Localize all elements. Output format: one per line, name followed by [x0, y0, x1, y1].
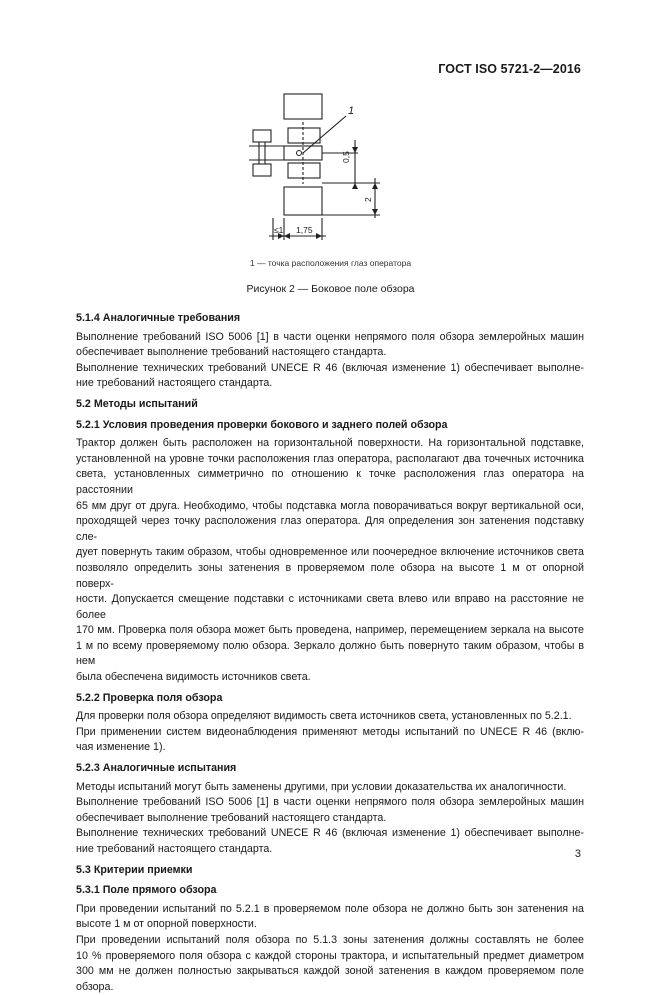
paragraph: [76, 436, 584, 686]
text-line: проходящей через точку расположения глаз оператора. Для определения зон затенения подставку сле-: [76, 515, 584, 543]
text-line: Выполнение требований ISO 5006 [1] в части оценки непрямого поля обзора землеройных машин: [76, 330, 584, 343]
text-line: Выполнение технических требований UNECE R 46 (включая изменение 1) обеспечивает выполне-: [76, 827, 584, 840]
dim-top-label: 0,5: [341, 151, 351, 163]
document-body: [76, 306, 584, 995]
paragraph: [76, 330, 584, 361]
text-line: света, установленных симметрично по отношению к точке расположения глаз оператора на расстоянии: [76, 468, 584, 496]
text-line: ние требований настоящего стандарта.: [76, 843, 273, 855]
text-line: Выполнение требований ISO 5006 [1] в части оценки непрямого поля обзора землеройных машин: [76, 796, 584, 809]
section-heading: 5.1.4 Аналогичные требования: [76, 312, 241, 324]
text-line: 300 мм не должен полностью закрываться каждой зоной затенения в каждом проверяемом поле обзора.: [76, 965, 584, 993]
dim-bottom-left-label: ≤1: [274, 225, 284, 235]
figure-legend: 1 — точка расположения глаз оператора: [249, 258, 412, 268]
paragraph: [76, 826, 584, 857]
text-line: дует повернуть таким образом, чтобы одновременное или поочередное включение источников света: [76, 546, 584, 559]
text-line: При проведении испытаний поля обзора по 5.1.3 зоны затенения должны составлять не более: [76, 933, 584, 946]
text-line: Выполнение технических требований UNECE R 46 (включая изменение 1) обеспечивает выполне-: [76, 361, 584, 374]
text-line: обеспечивает выполнение требований настоящего стандарта.: [76, 346, 387, 359]
document-header: ГОСТ ISO 5721-2—2016: [438, 62, 581, 76]
text-line: 65 мм друг от друга. Необходимо, чтобы подставка могла поворачиваться вокруг вертикальной оси,: [76, 499, 584, 512]
callout-label: 1: [348, 105, 355, 117]
middle-bottom-rect: [288, 163, 320, 178]
paragraph: [76, 902, 584, 933]
text-line: 1 м по всему проверяемому полю обзора. Зеркало должно быть повернуто таким образом, чтобы в нем: [76, 639, 584, 668]
text-line: ности. Допускается смещение подставки с источниками света влево или вправо на расстояние не более: [76, 593, 584, 621]
paragraph: [76, 780, 584, 796]
paragraph: [76, 933, 584, 995]
text-line: была обеспечена видимость источников света.: [76, 671, 311, 684]
paragraph: [76, 725, 584, 756]
text-line: ние требований настоящего стандарта.: [76, 377, 273, 390]
side-view-diagram: [240, 90, 390, 250]
text-line: Для проверки поля обзора определяют видимость света источников света, установленных по 5.2.1.: [76, 710, 572, 723]
text-line: 170 мм. Проверка поля обзора может быть проведена, например, перемещением зеркала на высоте: [76, 624, 584, 637]
text-line: чая изменение 1).: [76, 741, 166, 754]
text-line: высоте 1 м от опорной поверхности.: [76, 918, 257, 931]
eye-point-marker: [297, 151, 302, 156]
left-top-square: [253, 130, 271, 142]
side-view-figure: [240, 90, 390, 250]
paragraph: [76, 709, 584, 725]
text-line: При применении систем видеонаблюдения применяют методы испытаний по UNECE R 46 (вклю-: [76, 725, 584, 738]
section-heading: 5.2.2 Проверка поля обзора: [76, 691, 223, 704]
paragraph: [76, 795, 584, 826]
section-heading: 5.3.1 Поле прямого обзора: [76, 884, 217, 897]
bottom-zone-rect: [284, 187, 322, 215]
section-heading: 5.2 Методы испытаний: [76, 397, 198, 410]
text-line: позволяло определить зоны затенения в проверяемом поле обзора на высоте 1 м от опорной поверх-: [76, 561, 584, 590]
text-line: 10 % проверяемого поля обзора с каждой стороны трактора, и испытательный предмет диаметром: [76, 949, 584, 962]
top-zone-rect: [284, 94, 322, 119]
section-heading: 5.2.3 Аналогичные испытания: [76, 762, 237, 775]
section-heading: 5.2.1 Условия проведения проверки бокового и заднего полей обзора: [76, 418, 448, 431]
figure-caption: Рисунок 2 — Боковое поле обзора: [246, 283, 415, 295]
text-line: Методы испытаний могут быть заменены другими, при условии доказательства их аналогичности.: [76, 780, 567, 793]
dim-bottom-right-label: 1,75: [296, 225, 313, 235]
paragraph: [76, 361, 584, 392]
page-number: 3: [574, 848, 581, 860]
text-line: установленной на уровне точки расположения глаз оператора, располагают два точечных источника: [76, 452, 584, 465]
text-line: При проведении испытаний по 5.2.1 в проверяемом поле обзора не должно быть зон затенения на: [76, 902, 584, 915]
section-heading: 5.3 Критерии приемки: [76, 863, 193, 876]
left-bottom-square: [253, 164, 271, 176]
dim-right-label: 2: [363, 197, 373, 202]
text-line: Трактор должен быть расположен на горизонтальной поверхности. На горизонтальной подставке,: [76, 437, 584, 450]
middle-top-rect: [288, 128, 320, 143]
text-line: обеспечивает выполнение требований настоящего стандарта.: [76, 811, 387, 824]
